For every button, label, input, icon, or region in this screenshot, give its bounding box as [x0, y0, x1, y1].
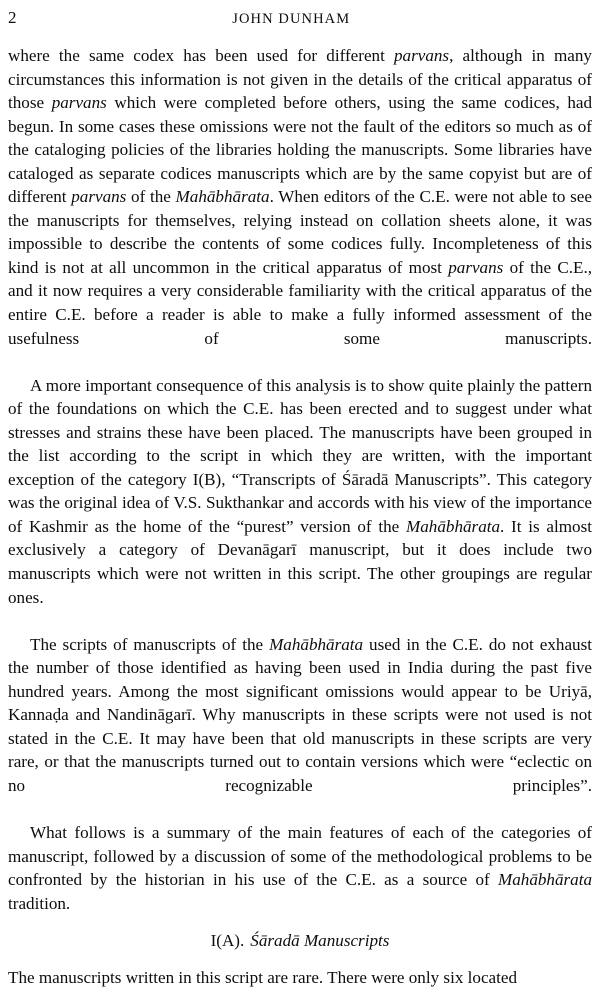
section-heading: [8, 930, 592, 952]
running-head: [8, 8, 592, 30]
para-analysis: [8, 374, 592, 633]
text-run: What follows is a summary of the main features of each of the categories of manuscript, followed by a discussion of some of the methodological problems to be confronted by the historian in his use of the C.E. as a source of: [8, 823, 592, 890]
text-run: The scripts of manuscripts of the: [30, 634, 270, 654]
italic-run: parvans: [448, 257, 504, 277]
section-number: I(A).: [210, 931, 245, 950]
italic-run: parvans: [51, 93, 107, 113]
section-title: Śāradā Manuscripts: [250, 931, 390, 950]
italic-run: parvans: [71, 187, 127, 207]
text-run: used in the C.E. do not exhaust the number of those identified as having been used in India during the past five hundred years. Among the most significant omissions would appear to be Uriyā, Kannaḍa and Nandināgarī. Why manuscripts in these scripts were not used is not stated in the C.E. It may have been that old manuscripts in these scripts are very rare, or that the manuscripts turned out to contain versions which were “eclectic on no recognizable principles”.: [8, 634, 592, 795]
text-run: where the same codex has been used for different: [8, 46, 394, 65]
para-scripts: [8, 633, 592, 821]
italic-run: parvans: [394, 46, 450, 65]
text-run: of the C.E., and it now requires a very considerable familiarity with the critical apparatus of the entire C.E. before a reader is able to make a fully informed assessment of the usefulness of some manuscripts.: [8, 257, 593, 348]
para-continued: [8, 44, 592, 374]
text-run: A more important consequence of this analysis is to show quite plainly the pattern of the foundations on which the C.E. has been erected and to suggest under what stresses and strains these have been placed. The manuscripts have been grouped in the list according to the script in which they are written, with the important exception of the category I(B), “Transcripts of Śāradā Manuscripts”. This category was the original idea of V.S. Sukthankar and accords with his view of the importance of Kashmir as the home of the “purest” version of the: [8, 375, 592, 536]
text-run: of the: [126, 187, 176, 207]
section-body-first-line: The manuscripts written in this script are rare. There were only six located: [8, 968, 517, 987]
text-run: which were completed before others, using the same codices, had begun. In some cases these omissions were not the fault of the editors so much as of the cataloging policies of the libraries holding the manuscripts. Some libraries have cataloged as separate codices manuscripts which are by the same copyist but are of different: [8, 93, 593, 207]
italic-run: Mahābhārata: [269, 634, 364, 654]
italic-run: Mahābhārata: [406, 516, 501, 536]
para-summary: [8, 821, 592, 939]
text-run: . When editors of the C.E. were not able to see the manuscripts for themselves, relying instead on collation sheets alone, it was impossible to describe the contents of some codices fully. Incompleteness of this kind is not at all uncommon in the critical apparatus of most: [8, 187, 592, 277]
italic-run: Mahābhārata: [175, 187, 270, 207]
text-run: . It is almost exclusively a category of Devanāgarī manuscript, but it does include two manuscripts which were not written in this script. The other groupings are regular ones.: [8, 516, 592, 607]
running-head-title: JOHN DUNHAM: [232, 11, 351, 27]
text-run: tradition.: [8, 893, 71, 913]
body-text-block: [8, 44, 592, 939]
text-run: , although in many circumstances this information is not given in the details of the critical apparatus of those: [8, 46, 592, 113]
page-number: 2: [8, 8, 17, 27]
italic-run: Mahābhārata: [497, 870, 592, 890]
